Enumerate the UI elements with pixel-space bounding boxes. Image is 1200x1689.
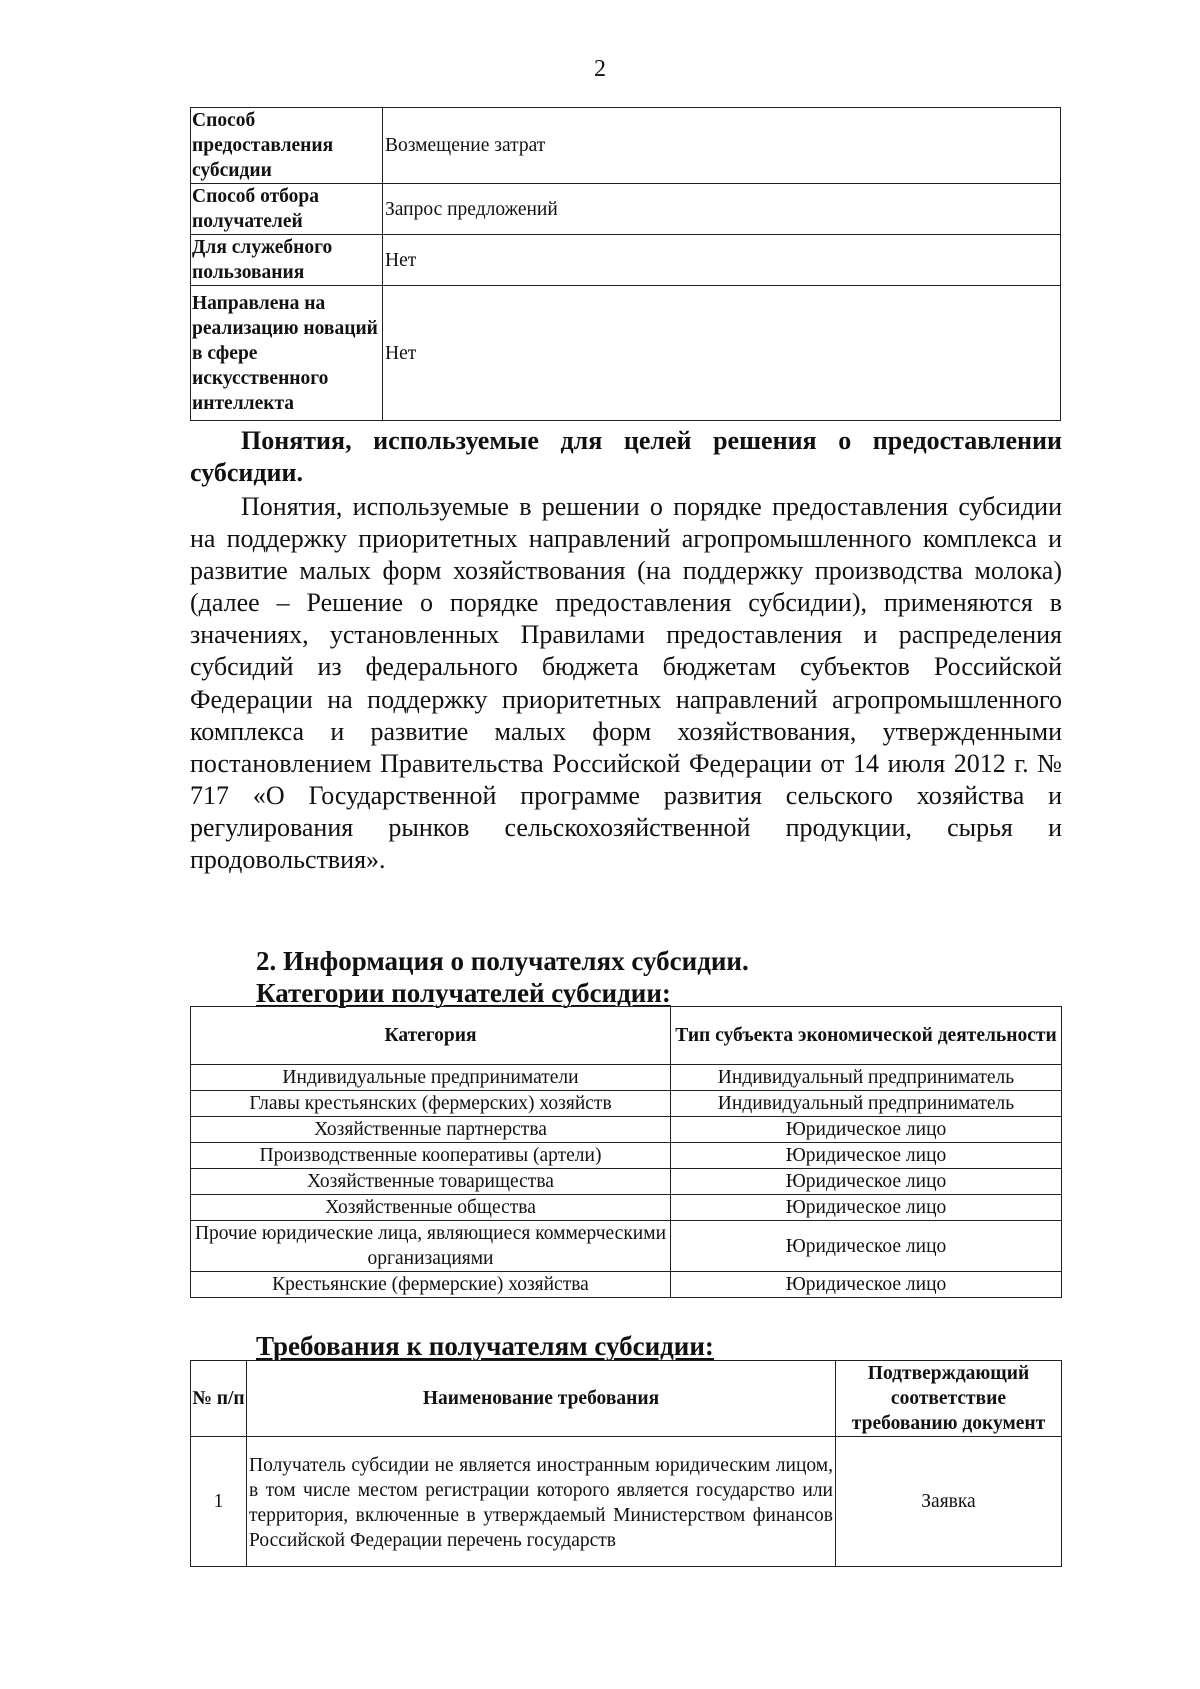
requirements-table <box>190 1360 1062 1567</box>
table-row <box>191 1437 1062 1567</box>
category-cell: Прочие юридические лица, являющиеся коммерческими организациями <box>191 1221 671 1272</box>
category-cell: Хозяйственные партнерства <box>191 1117 671 1143</box>
req-num-cell: 1 <box>191 1437 247 1567</box>
passport-label: Способ предоставления субсидии <box>191 108 383 184</box>
table-header-row <box>191 1007 1062 1065</box>
page-number: 2 <box>594 56 606 82</box>
table-row <box>191 1169 1062 1195</box>
section-2-title: 2. Информация о получателях субсидии. <box>256 946 749 976</box>
type-cell: Юридическое лицо <box>671 1195 1062 1221</box>
req-text-cell: Получатель субсидии не является иностранным юридическим лицом, в том числе местом регистрации которого является государство или территория, включенные в утверждаемый Министерством финансов Российской Федерации перечень государств <box>247 1437 836 1567</box>
req-doc-cell: Заявка <box>836 1437 1062 1567</box>
type-cell: Юридическое лицо <box>671 1117 1062 1143</box>
category-cell: Хозяйственные общества <box>191 1195 671 1221</box>
passport-label: Направлена на реализацию новаций в сфере искусственного интеллекта <box>191 286 383 421</box>
concepts-heading: Понятия, используемые для целей решения о предоставлении субсидии. <box>190 426 1062 487</box>
table-row <box>191 286 1061 421</box>
type-cell: Юридическое лицо <box>671 1221 1062 1272</box>
table-row <box>191 1091 1062 1117</box>
header-num: № п/п <box>191 1361 247 1437</box>
table-row <box>191 1221 1062 1272</box>
table-row <box>191 184 1061 235</box>
table-row <box>191 235 1061 286</box>
passport-value: Нет <box>383 286 1061 421</box>
type-cell: Индивидуальный предприниматель <box>671 1065 1062 1091</box>
passport-value: Возмещение затрат <box>383 108 1061 184</box>
categories-table <box>190 1006 1062 1298</box>
section-2-header <box>256 945 749 1009</box>
category-cell: Хозяйственные товарищества <box>191 1169 671 1195</box>
type-cell: Юридическое лицо <box>671 1272 1062 1298</box>
header-type: Тип субъекта экономической деятельности <box>671 1007 1062 1065</box>
type-cell: Юридическое лицо <box>671 1143 1062 1169</box>
passport-table <box>190 107 1061 421</box>
type-cell: Индивидуальный предприниматель <box>671 1091 1062 1117</box>
category-cell: Крестьянские (фермерские) хозяйства <box>191 1272 671 1298</box>
passport-label: Способ отбора получателей <box>191 184 383 235</box>
table-header-row <box>191 1361 1062 1437</box>
table-row <box>191 1065 1062 1091</box>
header-name: Наименование требования <box>247 1361 836 1437</box>
table-row <box>191 1195 1062 1221</box>
table-row <box>191 108 1061 184</box>
table-row <box>191 1117 1062 1143</box>
categories-title: Категории получателей субсидии: <box>256 978 671 1008</box>
category-cell: Индивидуальные предприниматели <box>191 1065 671 1091</box>
concepts-text: Понятия, используемые в решении о порядке предоставления субсидии на поддержку приоритетных направлений агропромышленного комплекса и развитие малых форм хозяйствования (на поддержку производства молока) (далее – Решение о порядке предоставления субсидии), применяются в значениях, установленных Правилами предоставления и распределения субсидий из федерального бюджета бюджетам субъектов Российской Федерации на поддержку приоритетных направлений агропромышленного комплекса и развитие малых форм хозяйствования, утвержденными постановлением Правительства Российской Федерации от 14 июля 2012 г. № 717 «О Государственной программе развития сельского хозяйства и регулирования рынков сельскохозяйственной продукции, сырья и продовольствия». <box>190 492 1062 875</box>
table-row <box>191 1272 1062 1298</box>
category-cell: Главы крестьянских (фермерских) хозяйств <box>191 1091 671 1117</box>
category-cell: Производственные кооперативы (артели) <box>191 1143 671 1169</box>
passport-label: Для служебного пользования <box>191 235 383 286</box>
passport-value: Нет <box>383 235 1061 286</box>
header-category: Категория <box>191 1007 671 1065</box>
requirements-title: Требования к получателям субсидии: <box>256 1331 714 1361</box>
table-row <box>191 1143 1062 1169</box>
header-doc: Подтверждающий соответствие требованию документ <box>836 1361 1062 1437</box>
type-cell: Юридическое лицо <box>671 1169 1062 1195</box>
passport-value: Запрос предложений <box>383 184 1061 235</box>
